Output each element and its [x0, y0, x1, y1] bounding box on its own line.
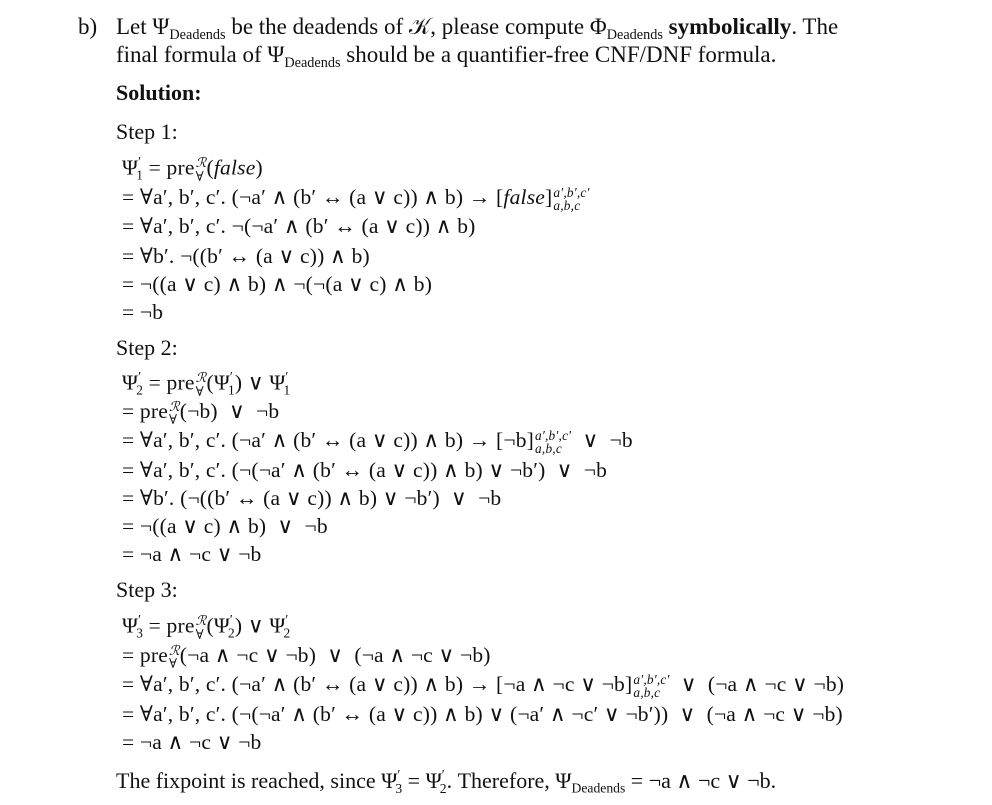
step-1-line-3: = ∀a′, b′, c′. ¬(¬a′ ∧ (b′ ↔ (a ∨ c)) ∧ b) [122, 214, 476, 238]
step-3-line-1: $\Psi'_3$ = pre ℛ ∀ $(\Psi'_2)$ ∨ $\Psi'_2$ [122, 612, 291, 642]
step-1-title: Step 1: [116, 119, 178, 144]
step-2-line-1: $\Psi'_2$ = pre ℛ ∀ $(\Psi'_1)$ ∨ $\Psi'_1$ [122, 369, 291, 399]
question-line-1: Let $\Psi_{Deadends}$ be the deadends of 𝒦, please compute $\Phi_{Deadends}$ symbolically. The [116, 14, 839, 43]
step-2-line-7: = ¬a ∧ ¬c ∨ ¬b [122, 542, 262, 566]
question-line-2: final formula of $\Psi_{Deadends}$ should be a quantifier-free CNF/DNF formula. [116, 42, 777, 71]
step-3-line-4: = ∀a′, b′, c′. (¬(¬a′ ∧ (b′ ↔ (a ∨ c)) ∧ b) ∨ (¬a′ ∧ ¬c′ ∨ ¬b′)) ∨ (¬a ∧ ¬c ∨ ¬b) [122, 702, 843, 726]
step-1-line-1: $\Psi'_1$ = pre ℛ ∀ (false) [122, 154, 263, 184]
step-1-line-2: = ∀a′, b′, c′. (¬a′ ∧ (b′ ↔ (a ∨ c)) ∧ b) → [false] a′,b′,c′ a,b,c [122, 184, 590, 214]
question-label: b) [78, 14, 98, 39]
solution-heading: Solution: [116, 80, 202, 105]
step-2-line-6: = ¬((a ∨ c) ∧ b) ∨ ¬b [122, 514, 328, 538]
step-1-line-6: = ¬b [122, 300, 164, 324]
step-2-line-2: = pre ℛ ∀ (¬b) ∨ ¬b [122, 398, 280, 428]
step-2-line-4: = ∀a′, b′, c′. (¬(¬a′ ∧ (b′ ↔ (a ∨ c)) ∧ b) ∨ ¬b′) ∨ ¬b [122, 458, 608, 482]
step-3-title: Step 3: [116, 577, 178, 602]
step-1-line-5: = ¬((a ∨ c) ∧ b) ∧ ¬(¬(a ∨ c) ∧ b) [122, 272, 433, 296]
step-2-title: Step 2: [116, 335, 178, 360]
step-3-line-2: = pre ℛ ∀ (¬a ∧ ¬c ∨ ¬b) ∨ (¬a ∧ ¬c ∨ ¬b) [122, 642, 491, 672]
step-3-line-5: = ¬a ∧ ¬c ∨ ¬b [122, 730, 262, 754]
step-1-line-4: = ∀b′. ¬((b′ ↔ (a ∨ c)) ∧ b) [122, 244, 370, 268]
step-3-line-3: = ∀a′, b′, c′. (¬a′ ∧ (b′ ↔ (a ∨ c)) ∧ b) → [¬a ∧ ¬c ∨ ¬b] a′,b′,c′ a,b,c ∨ (¬a ∧ ¬c ∨ ¬b) [122, 671, 845, 701]
step-2-line-5: = ∀b′. (¬((b′ ↔ (a ∨ c)) ∧ b) ∨ ¬b′) ∨ ¬b [122, 486, 502, 510]
conclusion-text: The fixpoint is reached, since $\Psi'_3 = \Psi'_2$. Therefore, $\Psi_{Deadends}$ = ¬a ∧ ¬c ∨ ¬b. [116, 767, 777, 796]
step-2-line-3: = ∀a′, b′, c′. (¬a′ ∧ (b′ ↔ (a ∨ c)) ∧ b) → [¬b] a′,b′,c′ a,b,c ∨ ¬b [122, 427, 633, 457]
